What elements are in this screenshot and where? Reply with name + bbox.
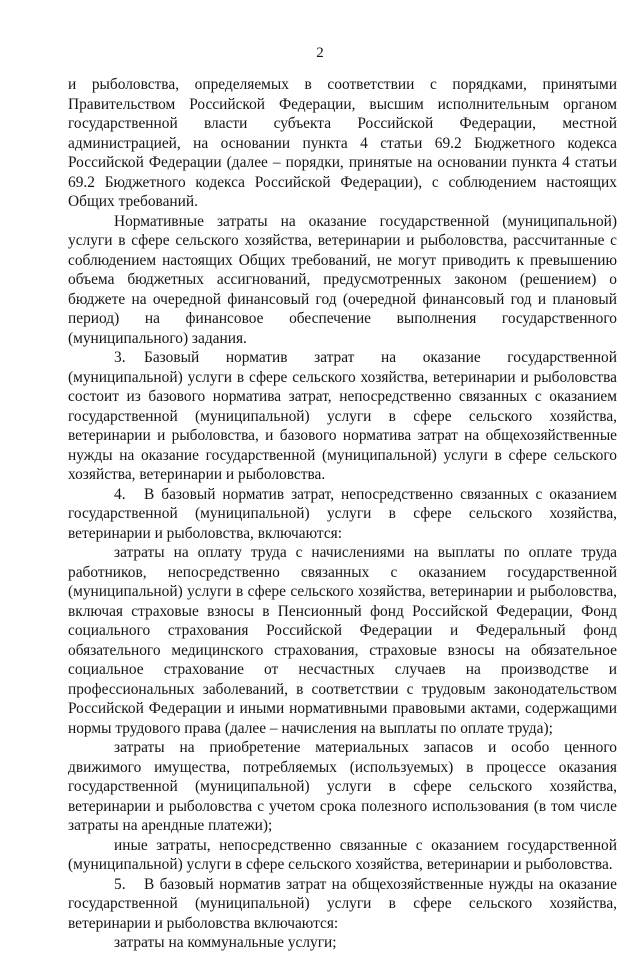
page-number: 2 [316, 45, 324, 61]
paragraph-text: Нормативные затраты на оказание государственной (муниципальной) услуги в сфере сельского хозяйства, ветеринарии и рыболовства, рассчитанные с соблюдением настоящих Общих требований, не могут приводить к превышению объема бюджетных ассигнований, предусмотренных законом (решением) о бюджете на очередной финансовый год (очередной финансовый год и плановый период) на финансовое обеспечение выполнения государственного (муниципального) задания. [68, 212, 617, 347]
paragraph-text: В базовый норматив затрат, непосредственно связанных с оказанием государственной (муниципальной) услуги в сфере сельского хозяйства, ветеринарии и рыболовства, включаются: [68, 485, 617, 542]
paragraph-utilities [68, 933, 617, 953]
paragraph-text: затраты на приобретение материальных запасов и особо ценного движимого имущества, потребляемых (используемых) в процессе оказания государственной (муниципальной) услуги в сфере сельского хозяйства, ветеринарии и рыболовства с учетом срока полезного использования (в том числе затраты на арендные платежи); [68, 739, 617, 834]
paragraph-normative-costs [68, 212, 617, 349]
document-body [68, 75, 617, 953]
paragraph-other-costs [68, 836, 617, 875]
paragraph-labor-costs [68, 543, 617, 738]
paragraph-item-3 [68, 348, 617, 485]
paragraph-text: Базовый норматив затрат на оказание государственной (муниципальной) услуги в сфере сельского хозяйства, ветеринарии и рыболовства состоит из базового норматива затрат, непосредственно связанных с оказанием государственной (муниципальной) услуги в сфере сельского хозяйства, ветеринарии и рыболовства, и базового норматива затрат на общехозяйственные нужды на оказание государственной (муниципальной) услуги в сфере сельского хозяйства, ветеринарии и рыболовства. [68, 349, 617, 483]
paragraph-item-5 [68, 875, 617, 934]
item-number: 5. [114, 875, 126, 893]
item-number: 4. [114, 485, 126, 503]
paragraph-continuation [68, 75, 617, 212]
paragraph-text: иные затраты, непосредственно связанные с оказанием государственной (муниципальной) услуги в сфере сельского хозяйства, ветеринарии и рыболовства. [68, 836, 617, 873]
item-number: 3. [114, 349, 126, 366]
paragraph-text: затраты на коммунальные услуги; [114, 934, 337, 951]
paragraph-material-costs [68, 738, 617, 836]
paragraph-text: и рыболовства, определяемых в соответствии с порядками, принятыми Правительством Российской Федерации, высшим исполнительным органом государственной власти субъекта Российской Федерации, местной администрацией, на основании пункта 4 статьи 69.2 Бюджетного кодекса Российской Федерации (далее – порядки, принятые на основании пункта 4 статьи 69.2 Бюджетного кодекса Российской Федерации), с соблюдением настоящих Общих требований. [68, 76, 617, 210]
paragraph-item-4 [68, 485, 617, 544]
paragraph-text: затраты на оплату труда с начислениями на выплаты по оплате труда работников, непосредственно связанных с оказанием государственной (муниципальной) услуги в сфере сельского хозяйства, ветеринарии и рыболовства, включая страховые взносы в Пенсионный фонд Российской Федерации, Фонд социального страхования Российской Федерации и Федеральный фонд обязательного медицинского страхования, страховые взносы на обязательное социальное страхование от несчастных случаев на производстве и профессиональных заболеваний, в соответствии с трудовым законодательством Российской Федерации и иными нормативными правовыми актами, содержащими нормы трудового права (далее – начисления на выплаты по оплате труда); [68, 544, 617, 737]
paragraph-text: В базовый норматив затрат на общехозяйственные нужды на оказание государственной (муниципальной) услуги в сфере сельского хозяйства, ветеринарии и рыболовства включаются: [68, 875, 617, 932]
